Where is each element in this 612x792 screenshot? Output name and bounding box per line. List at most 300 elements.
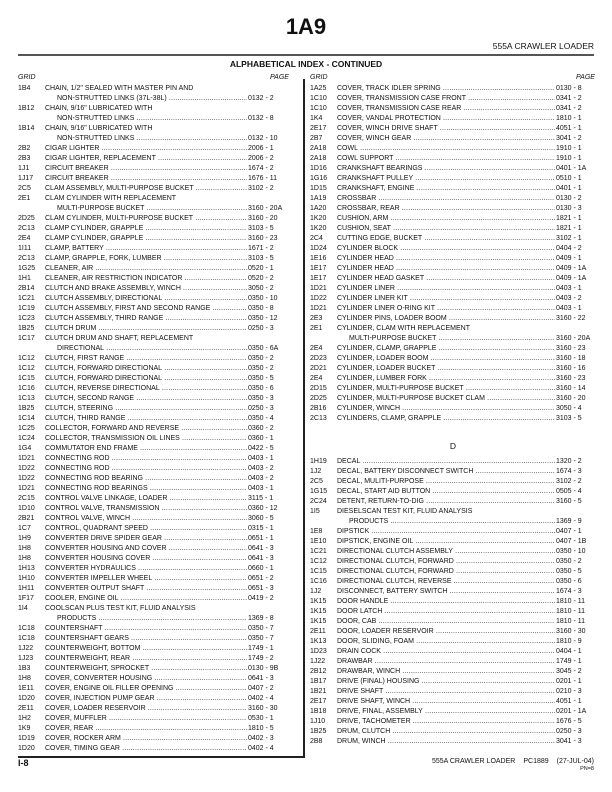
index-entry	[18, 524, 288, 534]
index-entry	[18, 364, 288, 374]
grid-ref: 1J23	[18, 655, 34, 662]
grid-ref: 1H8	[18, 675, 31, 682]
page-ref: 3103 - 5	[556, 415, 582, 422]
entry-description: CUSHION, ARM .....	[337, 214, 555, 224]
entry-description: CHAIN, 1/2" SEALED WITH MASTER PIN AND	[45, 85, 194, 92]
page-ref: 0407 - 1B	[556, 538, 587, 545]
page-ref	[247, 334, 288, 344]
index-entry	[18, 594, 288, 604]
index-entry	[310, 124, 596, 134]
grid-ref: 1H8	[18, 545, 31, 552]
index-entry	[310, 637, 596, 647]
index-entry	[18, 694, 288, 704]
page-ref: 0350 - 7	[248, 635, 274, 642]
index-entry	[310, 244, 596, 254]
index-entry	[18, 704, 288, 714]
page-ref: 0130 - 8	[556, 85, 582, 92]
entry-description: CUSHION, SEAT .....	[337, 224, 555, 234]
entry-description: COVER, TRANSMISSION CASE REAR .....	[337, 104, 555, 114]
grid-ref: 2A18	[310, 155, 327, 162]
entry-description: CONNECTING ROD BEARING .....	[45, 474, 247, 484]
entry-description: CONVERTER OUTPUT SHAFT .....	[45, 584, 247, 594]
index-entry	[310, 364, 596, 374]
page-ref: 3050 - 4	[556, 405, 582, 412]
grid-ref: 1B21	[310, 688, 327, 695]
grid-ref: 1G15	[310, 488, 328, 495]
index-entry	[18, 554, 288, 564]
grid-ref: 1C17	[18, 335, 35, 342]
entry-description: DIESELSCAN TEST KIT, FLUID ANALYSIS	[337, 508, 473, 515]
index-entry	[18, 454, 288, 464]
grid-ref: 2E17	[310, 125, 327, 132]
entry-description: CLUTCH, FIRST RANGE .....	[45, 354, 247, 364]
grid-ref: 2C13	[310, 415, 327, 422]
grid-ref: 2B21	[18, 515, 35, 522]
grid-ref: 1C13	[18, 395, 35, 402]
grid-ref: 1C12	[310, 558, 327, 565]
page-ref: 3160 - 20A	[248, 205, 283, 212]
entry-description: COUNTERWEIGHT, BOTTOM .....	[45, 644, 247, 654]
entry-description: DIRECTIONAL CLUTCH, FORWARD .....	[337, 557, 555, 567]
page-ref: 0409 - 1A	[556, 265, 587, 272]
grid-ref: 1G25	[18, 265, 36, 272]
grid-ref: 1E17	[310, 265, 327, 272]
grid-ref: 2D15	[310, 385, 327, 392]
footer-pn: PN=8	[580, 766, 594, 772]
entry-description: CONNECTING ROD .....	[45, 454, 247, 464]
page-ref	[555, 324, 596, 334]
entry-description: DOOR, LOADER RESERVOIR .....	[337, 627, 555, 637]
page-ref: 3160 - 18	[556, 355, 586, 362]
index-entry	[310, 344, 596, 354]
page-ref: 3045 - 2	[556, 668, 582, 675]
entry-description: COOLSCAN PLUS TEST KIT, FLUID ANALYSIS	[45, 605, 196, 612]
index-entry	[18, 274, 288, 284]
page-ref: 0130 - 3	[556, 205, 582, 212]
index-entry	[18, 194, 288, 204]
grid-ref: 2E3	[310, 315, 323, 322]
entry-description: CLUTCH, REVERSE DIRECTIONAL .....	[45, 384, 247, 394]
entry-description: MULTI-PURPOSE BUCKET .....	[337, 334, 555, 344]
entry-description: CYLINDER PINS, LOADER BOOM .....	[337, 314, 555, 324]
entry-description: COMMUTATOR END FRAME .....	[45, 444, 247, 454]
page-ref: 0250 - 3	[248, 325, 274, 332]
grid-ref: 2C13	[18, 255, 35, 262]
index-entry	[310, 334, 596, 344]
page-ref: 0402 - 4	[248, 745, 274, 752]
grid-ref: 1H13	[18, 565, 35, 572]
entry-description: CONTROL VALVE LINKAGE, LOADER .....	[45, 494, 247, 504]
page-ref: 3060 - 5	[248, 515, 274, 522]
page-ref: 0520 - 2	[248, 275, 274, 282]
index-entry	[18, 94, 288, 104]
entry-description: COVER, LOADER RESERVOIR .....	[45, 704, 247, 714]
index-entry	[310, 204, 596, 214]
entry-description: COVER, CONVERTER HOUSING .....	[45, 674, 247, 684]
entry-description: COVER, ENGINE OIL FILLER OPENING .....	[45, 684, 247, 694]
page-ref: 0360 - 1	[248, 435, 274, 442]
grid-ref: 1G4	[18, 445, 32, 452]
page-ref: 0520 - 1	[248, 265, 274, 272]
grid-ref: 2D25	[310, 395, 327, 402]
entry-description: CYLINDER LINER O-RING KIT .....	[337, 304, 555, 314]
index-entry	[18, 614, 288, 624]
entry-description: CLUTCH, THIRD RANGE .....	[45, 414, 247, 424]
grid-ref: 1D10	[18, 505, 35, 512]
page-ref: 0422 - 5	[248, 445, 274, 452]
page-ref: 0201 - 1	[556, 678, 582, 685]
grid-ref: 1E11	[18, 685, 34, 692]
entry-description: COLLECTOR, TRANSMISSION OIL LINES .....	[45, 434, 247, 444]
entry-description: CLAM CYLINDER, MULTI-PURPOSE BUCKET .....	[45, 214, 247, 224]
index-entry	[18, 404, 288, 414]
page-ref: 0510 - 1	[556, 175, 582, 182]
index-entry	[18, 214, 288, 224]
page-ref: 1674 - 3	[556, 588, 582, 595]
index-entry	[310, 274, 596, 284]
entry-description: COUNTERSHAFT .....	[45, 624, 247, 634]
grid-ref: 1K9	[18, 725, 31, 732]
grid-ref: 1C12	[18, 365, 35, 372]
index-entry	[310, 104, 596, 114]
grid-ref: 2B14	[18, 285, 35, 292]
index-entry	[310, 94, 596, 104]
grid-ref: 1E17	[310, 275, 327, 282]
index-entry	[18, 674, 288, 684]
entry-description: DECAL, BATTERY DISCONNECT SWITCH .....	[337, 467, 555, 477]
entry-description: COOLER, ENGINE OIL .....	[45, 594, 247, 604]
grid-ref: 1C16	[18, 385, 35, 392]
index-entry	[18, 724, 288, 734]
entry-description: DISCONNECT, BATTERY SWITCH .....	[337, 587, 555, 597]
index-entry	[18, 334, 288, 344]
index-entry	[18, 634, 288, 644]
index-entry	[310, 374, 596, 384]
grid-ref: 1A25	[310, 85, 327, 92]
grid-ref: 1C19	[18, 305, 35, 312]
page-ref: 0350 - 10	[556, 548, 586, 555]
grid-ref	[18, 94, 45, 104]
index-entry	[310, 517, 596, 527]
page-ref	[247, 194, 288, 204]
index-entry	[18, 254, 288, 264]
page-ref: 0250 - 3	[248, 405, 274, 412]
index-entry	[310, 224, 596, 234]
index-entry	[18, 584, 288, 594]
index-entry	[18, 344, 288, 354]
page-ref: 0350 - 6A	[248, 345, 279, 352]
index-entry	[310, 667, 596, 677]
page-ref: 0641 - 3	[248, 545, 274, 552]
footer-model: 555A CRAWLER LOADER	[431, 758, 516, 765]
index-entry	[18, 114, 288, 124]
page-ref: 3160 - 14	[556, 385, 586, 392]
index-entry	[18, 734, 288, 744]
entry-description: NON-STRUTTED LINKS .....	[45, 134, 247, 144]
page-ref: 0403 - 1	[248, 485, 274, 492]
page-ref: 0402 - 4	[248, 695, 274, 702]
entry-description: DRAIN COCK .....	[337, 647, 555, 657]
grid-ref: 2E17	[310, 698, 327, 705]
index-entry	[18, 444, 288, 454]
grid-ref: 2B7	[310, 135, 323, 142]
grid-ref: 2C15	[18, 495, 35, 502]
index-entry	[310, 477, 596, 487]
entry-description: CIRCUIT BREAKER .....	[45, 164, 247, 174]
entry-description: COUNTERSHAFT GEARS .....	[45, 634, 247, 644]
entry-description: COVER, ROCKER ARM .....	[45, 734, 247, 744]
entry-description: CLUTCH DRUM .....	[45, 324, 247, 334]
entry-description: CYLINDER LINER KIT .....	[337, 294, 555, 304]
page-ref: 1369 - 9	[556, 518, 582, 525]
index-entry	[18, 624, 288, 634]
page-ref: 0132 - 8	[248, 115, 274, 122]
entry-description: DIRECTIONAL CLUTCH, FORWARD .....	[337, 567, 555, 577]
grid-ref: 1C12	[18, 355, 35, 362]
grid-ref: 1I11	[18, 245, 32, 252]
grid-ref: 1D20	[18, 695, 35, 702]
page-ref: 3160 - 16	[556, 365, 586, 372]
page-ref: 0201 - 1A	[556, 708, 587, 715]
index-entry	[18, 204, 288, 214]
index-entry	[310, 264, 596, 274]
index-entry	[310, 617, 596, 627]
index-entry	[310, 164, 596, 174]
entry-description: DIRECTIONAL .....	[45, 344, 247, 354]
index-entry	[310, 577, 596, 587]
grid-ref: 1D19	[18, 735, 35, 742]
entry-description: COVER, TIMING GEAR .....	[45, 744, 247, 754]
page-ref: 0350 - 2	[556, 558, 582, 565]
page-ref: 0530 - 1	[248, 715, 274, 722]
grid-ref: 1J2	[310, 588, 322, 595]
entry-description: DRIVE (FINAL) HOUSING .....	[337, 677, 555, 687]
index-entry	[18, 394, 288, 404]
grid-ref: 1K15	[310, 598, 327, 605]
page-ref: 0651 - 1	[248, 535, 274, 542]
grid-ref: 1C15	[310, 568, 327, 575]
page-ref: 1674 - 2	[248, 165, 274, 172]
entry-description: CYLINDERS, CLAMP, GRAPPLE .....	[337, 414, 555, 424]
entry-description: CYLINDER, LUMBER FORK .....	[337, 374, 555, 384]
entry-description: CRANKSHAFT BEARINGS .....	[337, 164, 555, 174]
page-ref: 0403 - 1	[556, 305, 582, 312]
page-ref: 0651 - 2	[248, 575, 274, 582]
index-entry	[18, 124, 288, 134]
grid-ref: 1B12	[18, 105, 35, 112]
page-ref: 2006 - 2	[248, 155, 274, 162]
index-entry	[18, 484, 288, 494]
entry-description: DIRECTIONAL CLUTCH, REVERSE .....	[337, 577, 555, 587]
index-entry	[310, 254, 596, 264]
index-entry	[310, 607, 596, 617]
entry-description: CLUTCH ASSEMBLY, THIRD RANGE .....	[45, 314, 247, 324]
index-entry	[310, 597, 596, 607]
page-ref: 0130 - 9B	[248, 665, 279, 672]
index-entry	[310, 527, 596, 537]
grid-ref: 1A20	[310, 205, 327, 212]
entry-description: CLEANER, AIR .....	[45, 264, 247, 274]
page-ref: 3102 - 1	[556, 235, 582, 242]
page-ref: 0505 - 4	[556, 488, 582, 495]
index-entry	[18, 644, 288, 654]
index-entry	[18, 544, 288, 554]
index-entry	[310, 727, 596, 737]
page-ref: 1671 - 2	[248, 245, 274, 252]
grid-ref: 1J1	[18, 165, 30, 172]
page-ref: 3160 - 22	[556, 315, 586, 322]
entry-description: CHAIN, 9/16" LUBRICATED WITH	[45, 105, 153, 112]
index-entry	[310, 557, 596, 567]
index-entry	[310, 567, 596, 577]
page-ref: 1810 - 9	[556, 638, 582, 645]
page-ref: 1910 - 1	[556, 155, 582, 162]
entry-description: CONTROL, QUADRANT SPEED .....	[45, 524, 247, 534]
page-ref	[247, 104, 288, 114]
entry-description: CROSSBAR .....	[337, 194, 555, 204]
grid-ref: 1C7	[18, 525, 31, 532]
grid-ref: 1K20	[310, 225, 327, 232]
entry-description: COVER, INJECTION PUMP GEAR .....	[45, 694, 247, 704]
section-title: ALPHABETICAL INDEX - CONTINUED	[229, 59, 383, 69]
spacer	[310, 434, 596, 441]
left-page-heading: PAGE	[270, 74, 289, 81]
page-ref: 3103 - 5	[248, 225, 274, 232]
entry-description: DIPSTICK .....	[337, 527, 555, 537]
entry-description: NON-STRUTTED LINKS (37L-38L) .....	[45, 94, 247, 104]
grid-ref: 2C5	[18, 185, 31, 192]
grid-ref: 2E11	[18, 705, 34, 712]
page-ref: 0341 - 2	[556, 105, 582, 112]
index-entry	[310, 294, 596, 304]
entry-description: COVER, WINCH GEAR .....	[337, 134, 555, 144]
entry-description: CONVERTER IMPELLER WHEEL .....	[45, 574, 247, 584]
footer-rule	[18, 756, 305, 758]
grid-ref: 1B3	[18, 665, 31, 672]
entry-description: DOOR, SLIDING, FOAM .....	[337, 637, 555, 647]
index-entry	[18, 164, 288, 174]
index-entry	[18, 414, 288, 424]
grid-ref: 1D22	[310, 295, 327, 302]
page-ref: 0641 - 3	[248, 675, 274, 682]
grid-ref: 1H8	[18, 555, 31, 562]
grid-ref: 1B18	[310, 708, 327, 715]
page-ref: 3160 - 20A	[556, 335, 591, 342]
grid-ref: 1J10	[310, 718, 326, 725]
entry-description: CYLINDER, WINCH .....	[337, 404, 555, 414]
index-entry	[18, 304, 288, 314]
entry-description: CLUTCH, FORWARD DIRECTIONAL .....	[45, 374, 247, 384]
grid-ref: 1J17	[18, 175, 34, 182]
page-ref: 1821 - 1	[556, 215, 582, 222]
machine-name: 555A CRAWLER LOADER	[492, 41, 594, 51]
grid-ref: 1C21	[18, 295, 35, 302]
grid-ref: 1D21	[18, 455, 35, 462]
entry-description: CYLINDER, LOADER BOOM .....	[337, 354, 555, 364]
index-entry	[18, 354, 288, 364]
grid-ref: 1D24	[310, 245, 327, 252]
grid-ref: 1K4	[310, 115, 323, 122]
index-entry	[310, 154, 596, 164]
grid-ref: 1C18	[18, 625, 35, 632]
page-ref	[247, 124, 288, 134]
page-ref: 0403 - 1	[248, 455, 274, 462]
grid-ref: 1J22	[310, 658, 326, 665]
index-entry	[310, 134, 596, 144]
page-ref: 1674 - 3	[556, 468, 582, 475]
entry-description: DIRECTIONAL CLUTCH ASSEMBLY .....	[337, 547, 555, 557]
entry-description: COWL SUPPORT .....	[337, 154, 555, 164]
page-ref: 1676 - 5	[556, 718, 582, 725]
index-entry	[310, 324, 596, 334]
index-entry	[310, 304, 596, 314]
entry-description: DECAL, START AID BUTTON .....	[337, 487, 555, 497]
index-entry	[310, 234, 596, 244]
entry-description: DRIVE, TACHOMETER .....	[337, 717, 555, 727]
entry-description: CLAM CYLINDER WITH REPLACEMENT	[45, 195, 177, 202]
index-entry	[310, 467, 596, 477]
index-entry	[18, 714, 288, 724]
page-ref: 1810 - 1	[556, 115, 582, 122]
index-entry	[18, 104, 288, 114]
entry-description: CLAMP CYLINDER, GRAPPLE .....	[45, 224, 247, 234]
index-entry	[18, 134, 288, 144]
entry-description: CYLINDER LINER .....	[337, 284, 555, 294]
page-ref: 0350 - 6	[556, 578, 582, 585]
entry-description: COVER, MUFFLER .....	[45, 714, 247, 724]
entry-description: CHAIN, 9/16" LUBRICATED WITH	[45, 125, 153, 132]
grid-ref: 1I4	[18, 605, 28, 612]
page-title: 1A9	[285, 14, 327, 39]
grid-ref: 2E4	[310, 345, 323, 352]
entry-description: COVER, REAR .....	[45, 724, 247, 734]
grid-ref: 2E1	[18, 195, 31, 202]
entry-description: DRIVE SHAFT .....	[337, 687, 555, 697]
grid-ref	[18, 204, 45, 214]
index-entry	[310, 394, 596, 404]
entry-description: CONVERTER HYDRAULICS .....	[45, 564, 247, 574]
page-ref: 0403 - 2	[248, 465, 274, 472]
grid-ref: 1G16	[310, 175, 328, 182]
index-entry	[18, 604, 288, 614]
entry-description: CYLINDER HEAD .....	[337, 264, 555, 274]
page-ref: 3160 - 20	[556, 395, 586, 402]
page-ref: 0403 - 2	[248, 475, 274, 482]
entry-description: CONTROL VALVE, TRANSMISSION .....	[45, 504, 247, 514]
grid-ref: 1H2	[18, 715, 31, 722]
grid-ref: 1B17	[310, 678, 327, 685]
page-ref: 3115 - 1	[248, 495, 274, 502]
page-ref	[247, 84, 288, 94]
entry-description: CRANKSHAFT, ENGINE .....	[337, 184, 555, 194]
grid-ref: 2B16	[310, 405, 327, 412]
page-ref: 1910 - 1	[556, 145, 582, 152]
entry-description: CYLINDER, CLAMP, GRAPPLE .....	[337, 344, 555, 354]
page-ref: 3103 - 5	[248, 255, 274, 262]
grid-ref: 1C21	[310, 548, 327, 555]
index-entry	[18, 384, 288, 394]
page-ref: 0350 - 5	[248, 375, 274, 382]
index-entry	[18, 514, 288, 524]
grid-ref: 1K15	[310, 618, 327, 625]
page-ref: 1810 - 11	[556, 598, 586, 605]
grid-ref: 1C16	[310, 578, 327, 585]
entry-description: CLAMP, BATTERY .....	[45, 244, 247, 254]
grid-ref: 1A19	[310, 195, 327, 202]
index-entry	[310, 184, 596, 194]
entry-description: COVER, WINCH DRIVE SHAFT .....	[337, 124, 555, 134]
index-entry	[310, 457, 596, 467]
